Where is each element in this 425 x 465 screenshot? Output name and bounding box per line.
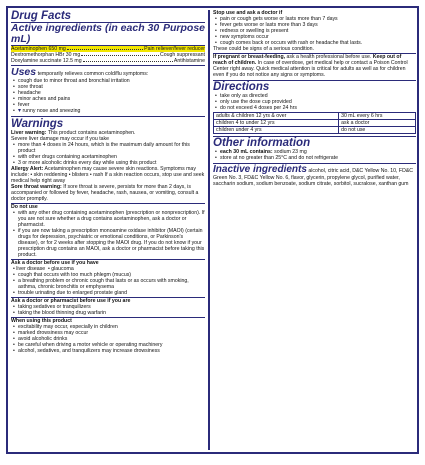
list-item: • minor aches and pains [11, 96, 205, 102]
stop-use-title: Stop use and ask a doctor if [213, 10, 283, 16]
warnings-section: Warnings Liver warning: This product contains acetaminophen. Severe liver damage may occur if you take • more than 4 doses in 24 hours, which is the maximum daily amount for this product • with other drugs containing acetaminophen • 3 or more alcoholic drinks every day while using this product Allergy Alert: Acetaminophen may cause severe skin reactions. Symptoms may include: • skin reddening • blisters • rash If a skin reaction occurs, stop use and seek medical help right away Sore throat warning: If sore throat is severe, persists for more than 2 days, is accompanied or followed by fever, headache, rash, nausea, or vomiting, consult a doctor promptly. Do not use • with any other drug containing acetaminophen (prescription or nonprescription). If you are not sure whether a drug contains acetaminophen, ask a doctor or pharmacist. • if you are now taking a prescription monoamine oxidase inhibitor (MAOI) (certain drugs for depression, psychiatric or emotional conditions, or Parkinson's disease), or for 2 weeks after stopping the MAOI drug. If you do not know if your prescription drug contains an MAOI, ask a doctor or pharmacist before taking this product. Ask a doctor before use if you have • liver disease • glaucoma • cough that occurs with too much phlegm (mucus) • a breathing problem or chronic cough that lasts or as occurs with smoking, asthma, chronic bronchitis or emphysema • trouble urinating due to enlarged prostate gland Ask a doctor or pharmacist before use if you are • taking sedatives or tranquilizers • taking the blood thinning drug warfarin When using this product • excitability may occur, especially in children • marked drowsiness may occur • avoid alcoholic drinks • be careful when driving a motor vehicle or operating machinery • alcohol, sedatives, and tranquilizers may increase drowsiness [11, 118, 205, 354]
list-item: • alcohol, sedatives, and tranquilizers may increase drowsiness [11, 348, 205, 354]
active-purpose: Antihistamine [173, 58, 205, 64]
table-row [214, 127, 416, 134]
list-item: • redness or swelling is present [213, 28, 416, 34]
list-item: • if you are now taking a prescription monoamine oxidase inhibitor (MAOI) (certain drugs for depression, psychiatric or emotional conditions, or Parkinson's disease), or for 2 weeks after stopping the MAOI drug. If you do not know if your prescription drug contains an MAOI, ask a doctor or pharmacist before taking this product. [11, 228, 205, 258]
keep-out-text: In case of overdose, get medical help or contact a Poison Control Center right away. Quick medical attention is critical for adults as well as for children even if you do not notice any signs or symptoms. [213, 60, 408, 78]
sore-throat-label: Sore throat warning: [11, 184, 62, 190]
list-item: • taking sedatives or tranquilizers [11, 304, 205, 310]
list-item: • excitability may occur, especially in children [11, 324, 205, 330]
table-row [214, 120, 416, 127]
list-item: • avoid alcoholic drinks [11, 336, 205, 342]
list-item: • only use the dose cup provided [213, 99, 416, 105]
pregnancy-label: If pregnant or breast-feeding, [213, 54, 286, 60]
ask-doctor-title: Ask a doctor before use if you have [11, 260, 99, 266]
pregnancy-text [213, 54, 416, 78]
arrow-icon: ▾ [18, 108, 22, 114]
list-item: • cough that occurs with too much phlegm (mucus) [11, 272, 205, 278]
active-name: Doxylamine succinate 12.5 mg [11, 58, 82, 64]
list-item: glaucoma [51, 266, 74, 272]
active-row [11, 58, 205, 64]
list-item: • taking the blood thinning drug warfarin [11, 310, 205, 316]
uses-title: Uses [11, 66, 37, 78]
other-info-title: Other information [213, 137, 311, 149]
active-name: Dextromethorphan HBr 30 mg [11, 52, 81, 58]
list-item: • sore throat [11, 84, 205, 90]
list-item: • do not exceed 4 doses per 24 hrs [213, 105, 416, 111]
list-item: • marked drowsiness may occur [11, 330, 205, 336]
column-divider [208, 10, 210, 450]
list-item: • 3 or more alcoholic drinks every day while using this product [11, 160, 205, 166]
other-info-value: sodium 23 mg [274, 149, 307, 155]
list-item: • cough due to minor throat and bronchial irritation [11, 78, 205, 84]
list-item: • be careful when driving a motor vehicle or operating machinery [11, 342, 205, 348]
inactive-text: alcohol, citric acid, D&C Yellow No. 10, FD&C Green No. 3, FD&C Yellow No. 6, flavor, glycerin, propylene glycol, purified water, saccharin sodium, sodium benzoate, sodium citrate, sorbitol, sucralose, xanthan gum [213, 168, 414, 187]
list-item: • fever gets worse or lasts more than 3 days [213, 22, 416, 28]
list-item: • pain or cough gets worse or lasts more than 7 days [213, 16, 416, 22]
drug-facts-panel [6, 6, 419, 454]
ask-doctor-row: • liver disease • glaucoma [13, 266, 74, 272]
inactive-title: Inactive ingredients [213, 164, 307, 175]
list-item: • headache [11, 90, 205, 96]
inactive-section [213, 164, 416, 187]
uses-intro: temporarily relieves common cold/flu symptoms: [37, 71, 149, 77]
allergy-label: Allergy Alert: [11, 166, 44, 172]
list-item [11, 108, 205, 114]
sore-throat-text: If sore throat is severe, persists for more than 2 days, is accompanied or followed by fever, headache, rash, nausea, or vomiting, consult a doctor promptly. [11, 184, 199, 202]
list-item: • new symptoms occur [213, 34, 416, 40]
purpose-heading: Purpose [162, 22, 205, 34]
ask-pharmacist-title: Ask a doctor or pharmacist before use if you are [11, 298, 131, 304]
list-item: liver disease [16, 266, 46, 272]
active-purpose: Pain reliever/fever reducer [144, 46, 205, 52]
stop-use-footer: These could be signs of a serious condition. [213, 46, 314, 52]
do-not-use-title: Do not use [11, 204, 38, 210]
allergy-symptom: rash [93, 172, 104, 178]
list-item: • store at no greater than 25°C and do not refrigerate [213, 155, 416, 161]
allergy-symptom: blisters [72, 172, 89, 178]
list-item: • fever [11, 102, 205, 108]
list-item-label: runny nose and sneezing [22, 108, 81, 114]
table-cell: 30 mL every 6 hrs [339, 113, 416, 120]
allergy-end: If a skin reaction occurs, stop use and seek medical help right away [11, 172, 205, 184]
right-column [213, 10, 416, 450]
list-item: • take only as directed [213, 93, 416, 99]
list-item: • cough comes back or occurs with rash or headache that lasts. [213, 40, 416, 46]
dosage-table [213, 112, 416, 134]
active-purpose: Cough suppressant [160, 52, 205, 58]
list-item: • a breathing problem or chronic cough that lasts or as occurs with smoking, asthma, chronic bronchitis or emphysema [11, 278, 205, 290]
allergy-text: Acetaminophen may cause severe skin reactions. Symptoms may include: [11, 166, 196, 178]
liver-label: Liver warning: [11, 130, 47, 136]
list-item: • more than 4 doses in 24 hours, which is the maximum daily amount for this product [11, 142, 205, 154]
keep-out-label: Keep out of reach of children. [213, 54, 402, 66]
table-row [214, 113, 416, 120]
uses-section [11, 67, 205, 114]
active-ingredients-heading: Active ingredients (in each 30 mL) [11, 22, 160, 45]
table-cell: do not use [339, 127, 416, 134]
directions-title: Directions [213, 81, 270, 93]
pregnancy-body: ask a health professional before use. [286, 54, 372, 60]
other-info-label: each 30 mL contains: [220, 149, 273, 155]
table-cell: adults & children 12 yrs & over [214, 113, 339, 120]
table-cell: children under 4 yrs [214, 127, 339, 134]
drug-facts-title: Drug Facts [11, 10, 72, 22]
liver-text: This product contains acetaminophen. [47, 130, 136, 136]
warnings-title: Warnings [11, 118, 64, 130]
active-header [11, 23, 205, 45]
table-cell: children 4 to under 12 yrs [214, 120, 339, 127]
table-cell: ask a doctor [339, 120, 416, 127]
list-item: • trouble urinating due to enlarged prostate gland [11, 290, 205, 296]
liver-sub: Severe liver damage may occur if you take [11, 136, 110, 142]
active-name: Acetaminophen 650 mg [11, 46, 66, 52]
list-item: • with other drugs containing acetaminophen [11, 154, 205, 160]
list-item: • with any other drug containing acetaminophen (prescription or nonprescription). If you are not sure whether a drug contains acetaminophen, ask a doctor or pharmacist. [11, 210, 205, 228]
left-column [11, 10, 205, 450]
allergy-symptom: skin reddening [33, 172, 68, 178]
when-using-title: When using this product [11, 318, 72, 324]
